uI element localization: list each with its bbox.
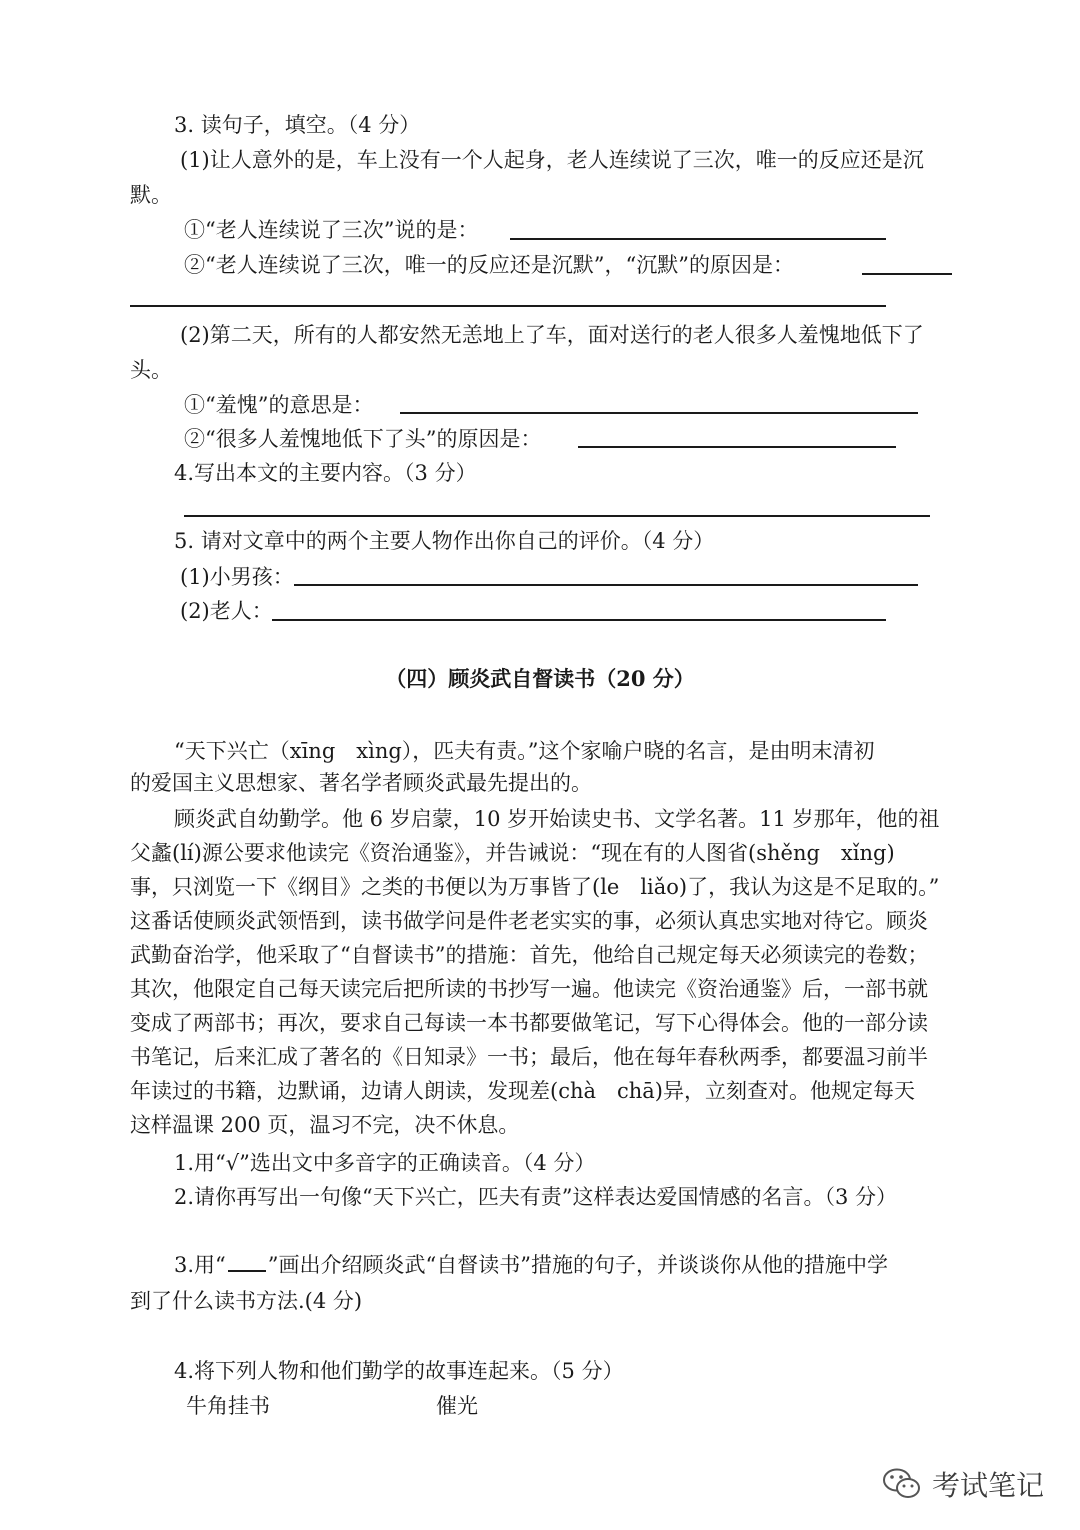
- para-line: 的爱国主义思想家、著名学者顾炎武最先提出的。: [130, 771, 592, 795]
- para-line: 变成了两部书；再次，要求自己每读一本书都要做笔记，写下心得体会。他的一部分读: [130, 1011, 928, 1035]
- answer-line[interactable]: [294, 584, 918, 586]
- q3-s2-line2: 头。: [130, 358, 172, 382]
- s4-q1: 1.用“√”选出文中多音字的正确读音。（4 分）: [174, 1151, 596, 1175]
- q3-title: 3. 读句子，填空。（4 分）: [174, 113, 421, 137]
- para-line: 其次，他限定自己每天读完后把所读的书抄写一遍。他读完《资治通鉴》后，一部书就: [130, 977, 928, 1001]
- answer-line[interactable]: [862, 273, 952, 275]
- para-line: 事，只浏览一下《纲目》之类的书便以为万事皆了(le liǎo)了，我认为这是不足取的。”: [130, 875, 940, 899]
- q3-s1-line2: 默。: [130, 183, 172, 207]
- underline-sample: [228, 1252, 266, 1272]
- q5-title: 5. 请对文章中的两个主要人物作出你自己的评价。（4 分）: [174, 529, 715, 553]
- s4-q2: 2.请你再写出一句像“天下兴亡，匹夫有责”这样表达爱国情感的名言。（3 分）: [174, 1185, 898, 1209]
- q3-s2-line1: (2)第二天，所有的人都安然无恙地上了车，面对送行的老人很多人羞愧地低下了: [180, 323, 924, 347]
- q3-s1-line1: (1)让人意外的是，车上没有一个人起身，老人连续说了三次，唯一的反应还是沉: [180, 148, 924, 172]
- para-line: 这样温课 200 页，温习不完，决不休息。: [130, 1113, 520, 1137]
- q4-title: 4.写出本文的主要内容。（3 分）: [174, 461, 477, 485]
- match-right[interactable]: 催光: [436, 1394, 478, 1418]
- answer-line[interactable]: [184, 515, 930, 517]
- para-line: 书笔记，后来汇成了著名的《日知录》一书；最后，他在每年春秋两季，都要温习前半: [130, 1045, 928, 1069]
- q5-a: (1)小男孩：: [180, 565, 294, 589]
- s4-q3-post: ”画出介绍顾炎武“自督读书”措施的句子，并谈谈你从他的措施中学: [267, 1253, 888, 1277]
- para-line: 父蠡(lí)源公要求他读完《资治通鉴》，并告诫说：“现在有的人图省(shěng xǐng): [130, 841, 895, 865]
- q3-s1-b: ②“老人连续说了三次，唯一的反应还是沉默”，“沉默”的原因是：: [184, 253, 794, 277]
- watermark: [882, 1464, 1044, 1504]
- match-left[interactable]: 牛角挂书: [186, 1394, 270, 1418]
- s4-q3-line2: 到了什么读书方法.(4 分): [130, 1289, 363, 1313]
- para-line: 这番话使顾炎武领悟到，读书做学问是件老老实实的事，必须认真忠实地对待它。顾炎: [130, 909, 928, 933]
- para-line: 武勤奋治学，他采取了“自督读书”的措施：首先，他给自己规定每天必须读完的卷数；: [130, 943, 929, 967]
- q3-s2-a: ①“羞愧”的意思是：: [184, 393, 374, 417]
- answer-line[interactable]: [578, 446, 896, 448]
- section-title: （四）顾炎武自督读书（20 分）: [385, 666, 695, 691]
- s4-q4: 4.将下列人物和他们勤学的故事连起来。（5 分）: [174, 1359, 624, 1383]
- q3-s1-a: ①“老人连续说了三次”说的是：: [184, 218, 479, 242]
- watermark-text: 考试笔记: [931, 1469, 1044, 1502]
- answer-line[interactable]: [510, 238, 886, 240]
- para-line: 年读过的书籍，边默诵，边请人朗读，发现差(chà chā)异，立刻查对。他规定每天: [130, 1079, 915, 1103]
- q5-b: (2)老人：: [180, 599, 273, 623]
- wechat-icon: [882, 1466, 922, 1502]
- para-line: 顾炎武自幼勤学。他 6 岁启蒙，10 岁开始读史书、文学名著。11 岁那年，他的祖: [174, 807, 940, 831]
- q3-s2-b: ②“很多人羞愧地低下了头”的原因是：: [184, 427, 542, 451]
- s4-q3: [174, 1250, 888, 1280]
- answer-line[interactable]: [272, 619, 886, 621]
- answer-line[interactable]: [130, 305, 886, 307]
- answer-line[interactable]: [400, 412, 918, 414]
- para-line: “天下兴亡（xīng xìng），匹夫有责。”这个家喻户晓的名言，是由明末清初: [174, 739, 875, 763]
- s4-q3-pre: 3.用“: [174, 1253, 226, 1277]
